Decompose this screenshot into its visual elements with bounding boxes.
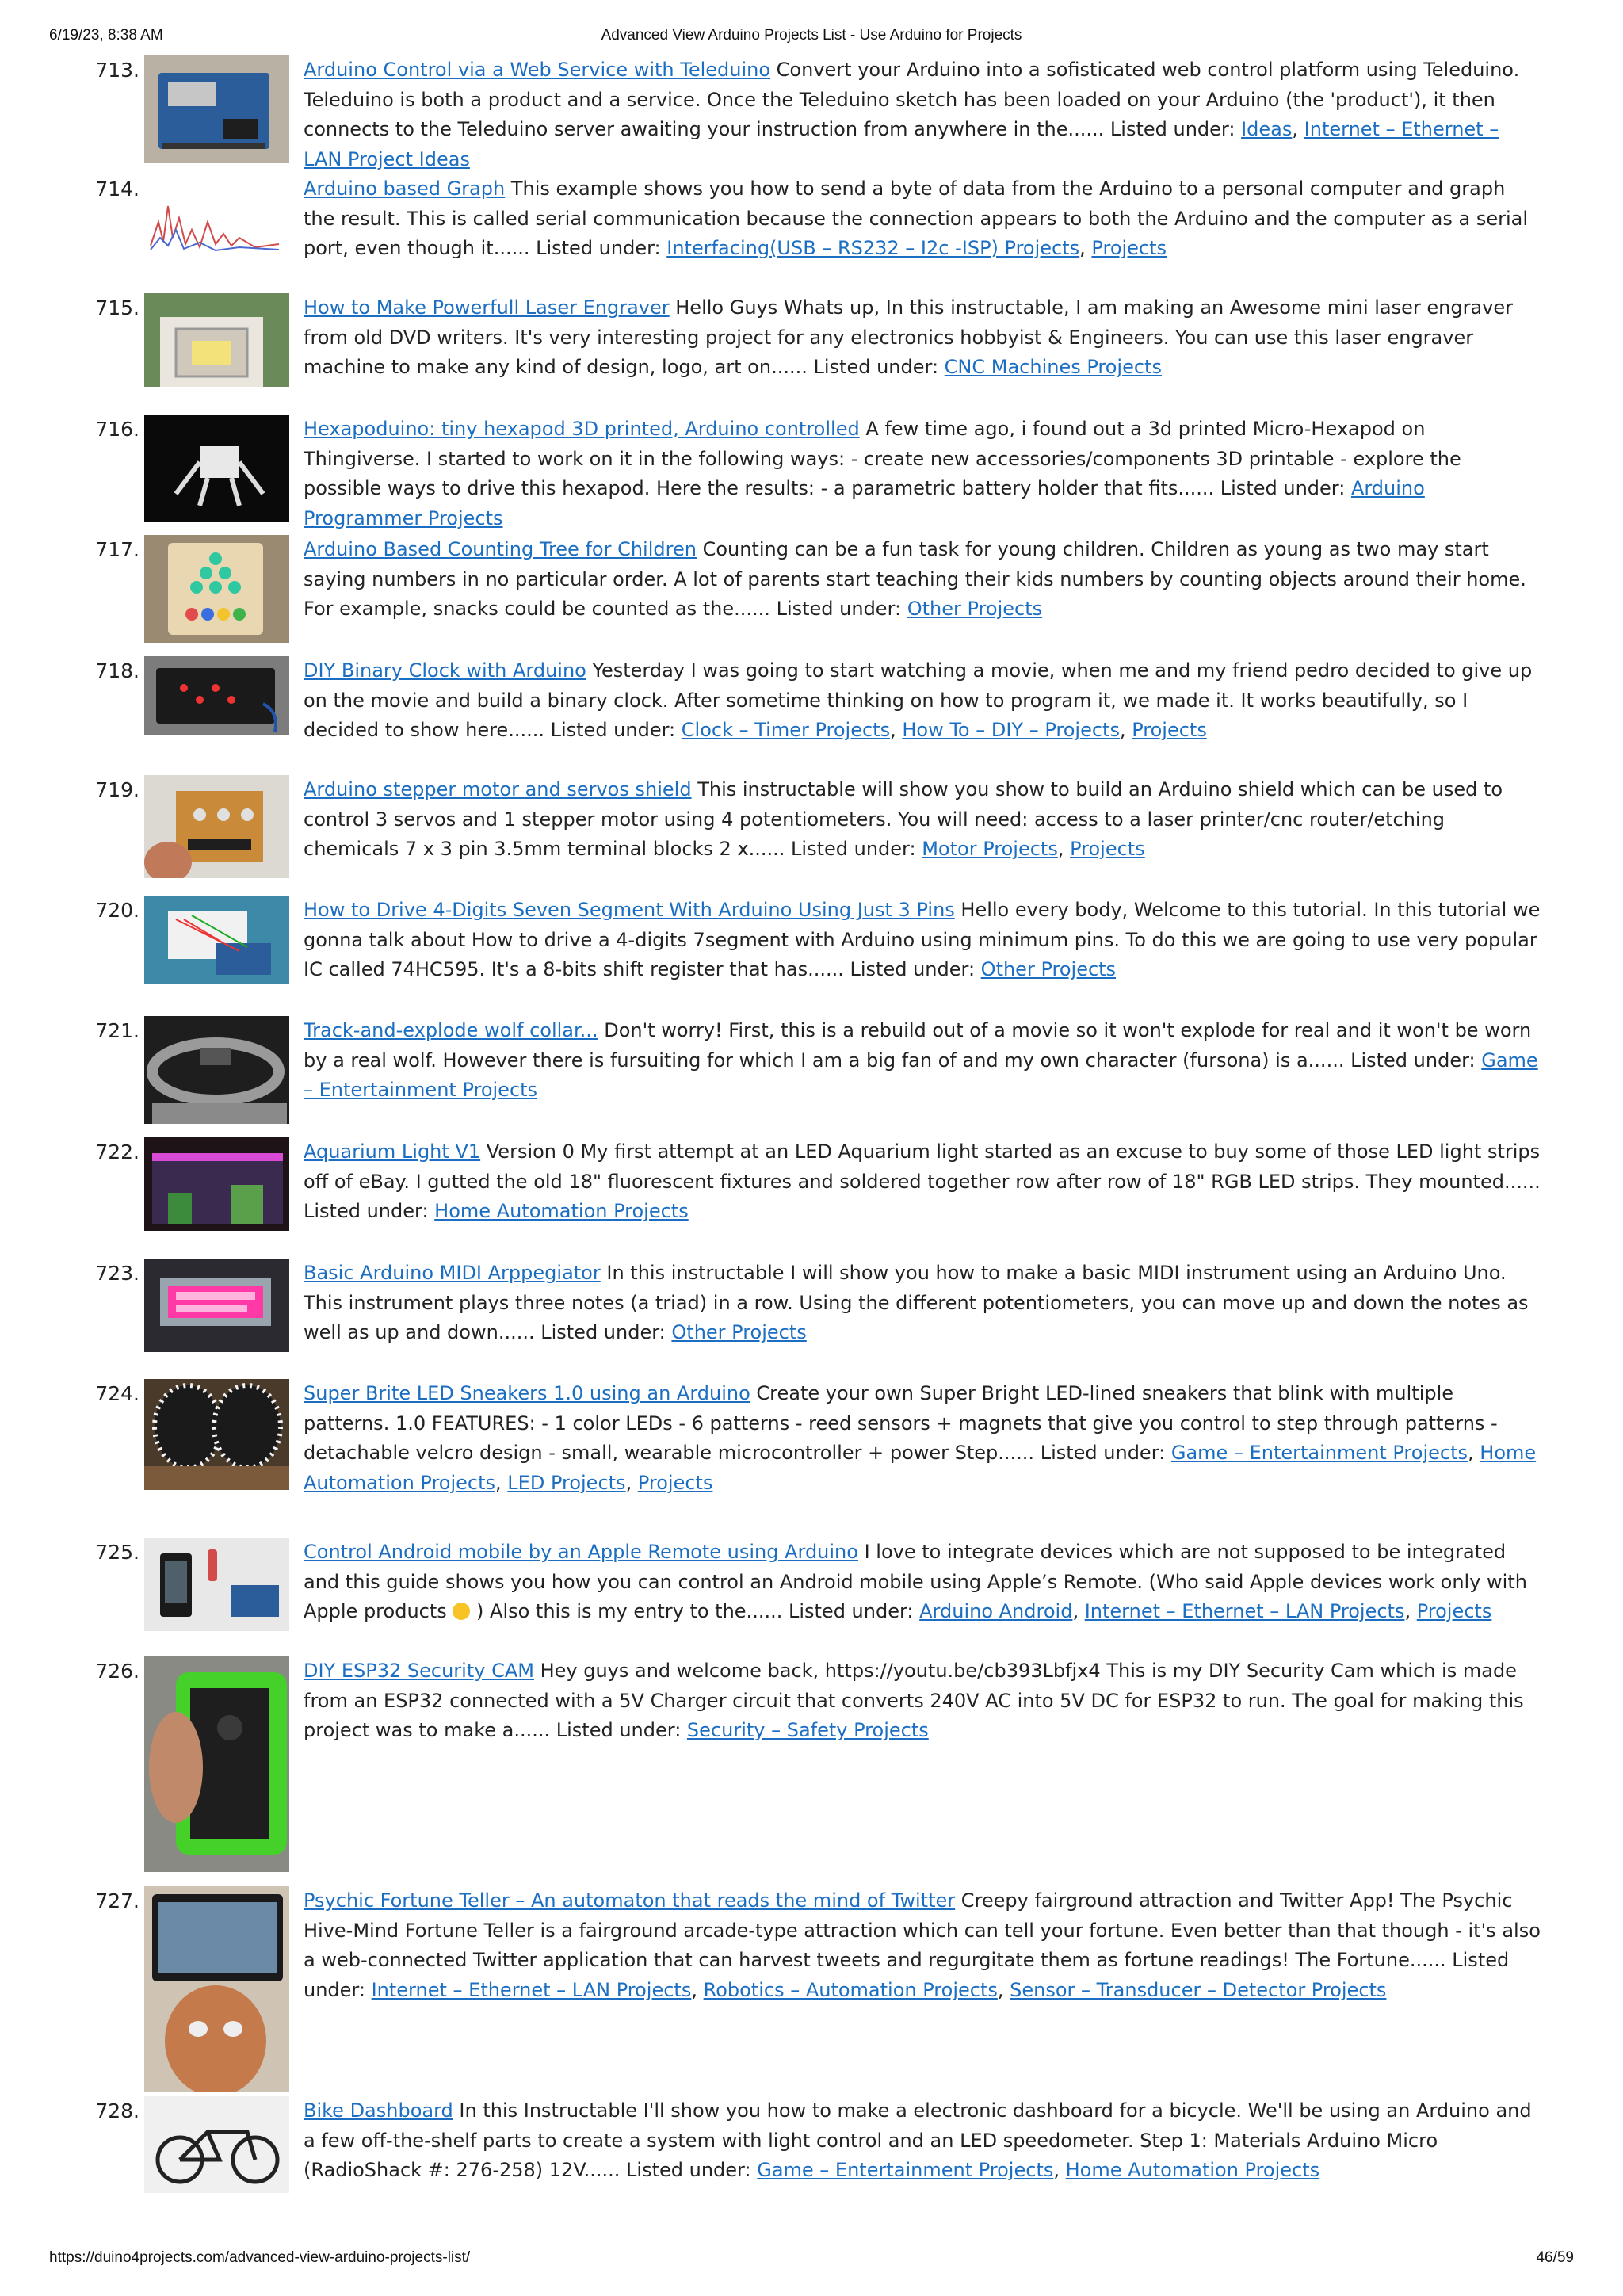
listed-under-label: Listed under: <box>620 2159 758 2181</box>
category-link-motor-projects[interactable]: Motor Projects <box>922 838 1058 860</box>
category-link-game-entertainment-projects[interactable]: Game – Entertainment Projects <box>1170 1442 1468 1464</box>
category-link-game-entertainment-projects[interactable]: Game – Entertainment Projects <box>304 1049 1538 1101</box>
item-text: Control Android mobile by an Apple Remote using Arduino I love to integrate devices which are not supposed to be integrated and this guide shows you how you can control an Android mobile using Apple’s Remote. (Who said Apple devices work only with Apple products ) Also this is my entry to the...... Listed under: Arduino Android, Internet – Ethernet – LAN Projects, Projects <box>304 1541 1527 1622</box>
project-description: Version 0 My first attempt at an LED Aquarium light started as an excuse to buy some of those LED light strips off of eBay. I gutted the old 18" fluorescent fixtures and soldered together row after row of 18" RGB LED strips. They mounted...... <box>304 1140 1541 1193</box>
item-number: 726. <box>95 1660 139 1683</box>
project-description: Hello every body, Welcome to this tutorial. In this tutorial we gonna talk about How to drive a 4-digits 7segment with Arduino using minimum pins. To do this we are going to use very popular IC called 74HC595. It's a 8-bits shift register that has...... <box>304 899 1541 980</box>
project-description: Convert your Arduino into a sofisticated web control platform using Teleduino. Teleduino is both a product and a service. Once the Teleduino sketch has been loaded on your Arduino (the 'product'), it then connects to the Teleduino server awaiting your instruction from anywhere in the...... <box>304 59 1520 140</box>
listed-under-label: Listed under: <box>1344 1049 1482 1072</box>
category-link-other-projects[interactable]: Other Projects <box>671 1321 807 1343</box>
project-description: Creepy fairground attraction and Twitter App! The Psychic Hive-Mind Fortune Teller is a fairground arcade-type attraction which can tell your fortune. Even better than that though - it's also a web-connected Twitter application that can harvest tweets and regurgitate them as fortune readings! The Fortune...... <box>304 1889 1541 1971</box>
document-title: Advanced View Arduino Projects List - Use Arduino for Projects <box>601 27 1022 44</box>
bicycle-image[interactable] <box>144 2096 289 2193</box>
arduino-board-image[interactable] <box>144 55 289 163</box>
project-description: Hello Guys Whats up, In this instructable, I am making an Awesome mini laser engraver from old DVD writers. It's very interesting project for any electronics hobbyist & Engineers. You can use this laser engraver machine to make any kind of design, logo, art on...... <box>304 296 1514 378</box>
winking-face-emoji <box>453 1603 470 1620</box>
graph-screenshot-image[interactable] <box>144 174 289 262</box>
project-title-link[interactable]: Arduino stepper motor and servos shield <box>304 778 692 800</box>
item-number: 720. <box>95 899 139 922</box>
item-text: Psychic Fortune Teller – An automaton that reads the mind of Twitter Creepy fairground attraction and Twitter App! The Psychic Hive-Mind Fortune Teller is a fairground arcade-type attraction which can tell your fortune. Even better than that though - it's also a web-connected Twitter application that can harvest tweets and regurgitate them as fortune readings! The Fortune...... Listed under: Internet – Ethernet – LAN Projects, Robotics – Automation Projects, Sensor – Transducer – Detector Projects <box>304 1889 1541 2001</box>
listed-under-label: Listed under: <box>304 1949 1510 2001</box>
category-link-ideas[interactable]: Ideas <box>1241 118 1293 140</box>
category-link-led-projects[interactable]: LED Projects <box>507 1471 626 1494</box>
project-title-link[interactable]: Arduino Based Counting Tree for Children <box>304 538 697 560</box>
item-number: 713. <box>95 59 139 82</box>
project-title-link[interactable]: Psychic Fortune Teller – An automaton that reads the mind of Twitter <box>304 1889 956 1912</box>
item-number: 717. <box>95 538 139 561</box>
category-link-other-projects[interactable]: Other Projects <box>907 598 1043 620</box>
category-link-other-projects[interactable]: Other Projects <box>980 958 1117 980</box>
esp32-cam-image[interactable] <box>144 1656 289 1872</box>
project-description: In this Instructable I'll show you how to make a electronic dashboard for a bicycle. We'll be using an Arduino and a few off-the-shelf parts to create a system with light control and an LED speedometer. Step 1: Materials Arduino Micro (RadioShack #: 276-258) 12V...... <box>304 2099 1532 2181</box>
listed-under-label: Listed under: <box>1104 118 1242 140</box>
project-description-cont: ) Also this is my entry to the...... <box>470 1600 783 1622</box>
item-text <box>304 293 1541 383</box>
item-text: Arduino stepper motor and servos shield This instructable will show you show to build an Arduino shield which can be used to control 3 servos and 1 stepper motor using 4 potentiometers. You will need: access to a laser printer/cnc router/etching chemicals 7 x 3 pin 3.5mm terminal blocks 2 x...... Listed under: Motor Projects, Projects <box>304 778 1503 860</box>
project-description: Hey guys and welcome back, https://youtu.be/cb393Lbfjx4 This is my DIY Security Cam which is made from an ESP32 connected with a 5V Charger circuit that converts 240V AC into 5V DC for ESP32 to run. The goal for making this project was to make a...... <box>304 1660 1524 1741</box>
project-description: I love to integrate devices which are not supposed to be integrated and this guide shows you how you can control an Android mobile using Apple’s Remote. (Who said Apple devices work only with Apple products <box>304 1541 1527 1622</box>
category-link-clock-timer-projects[interactable]: Clock – Timer Projects <box>681 719 891 741</box>
project-description: This instructable will show you show to build an Arduino shield which can be used to control 3 servos and 1 stepper motor using 4 potentiometers. You will need: access to a laser printer/cnc router/etching chemicals 7 x 3 pin 3.5mm terminal blocks 2 x...... <box>304 778 1503 860</box>
project-title-link[interactable]: DIY ESP32 Security CAM <box>304 1660 534 1682</box>
led-sneakers-image[interactable] <box>144 1379 289 1490</box>
project-description: In this instructable I will show you how to make a basic MIDI instrument using an Arduino Uno. This instrument plays three notes (a triad) in a row. Using the different potentiometers, you can move up and down the notes as well as up and down...... <box>304 1262 1529 1343</box>
project-description: This example shows you how to send a byte of data from the Arduino to a personal computer and graph the result. This is called serial communication because the connection appears to both the Arduino and the computer as a serial port, even though it...... <box>304 178 1529 259</box>
project-description: Create your own Super Bright LED-lined sneakers that blink with multiple patterns. 1.0 FEATURES: - 1 color LEDs - 6 patterns - reed sensors + magnets that give you control to step through patterns - detachable velcro design - small, wearable microcontroller + power Step...... <box>304 1382 1498 1464</box>
project-title-link[interactable]: Track-and-explode wolf collar... <box>304 1019 598 1041</box>
aquarium-image[interactable] <box>144 1137 289 1231</box>
category-link-projects[interactable]: Projects <box>1070 838 1145 860</box>
item-number: 728. <box>95 2099 139 2122</box>
listed-under-label: Listed under: <box>843 958 981 980</box>
category-link-interfacing-usb-rs232-i2c-isp-projects[interactable]: Interfacing(USB – RS232 – I2c -ISP) Projects <box>666 237 1080 259</box>
item-number: 719. <box>95 778 139 801</box>
binary-clock-image[interactable] <box>144 656 289 735</box>
listed-under-label: Listed under: <box>304 1200 435 1222</box>
listed-under-label: Listed under: <box>785 838 922 860</box>
category-link-projects[interactable]: Projects <box>637 1471 713 1494</box>
project-title-link[interactable]: Arduino Control via a Web Service with Teleduino <box>304 59 771 81</box>
item-number: 715. <box>95 296 139 319</box>
item-text: Bike Dashboard In this Instructable I'll show you how to make a electronic dashboard for a bicycle. We'll be using an Arduino and a few off-the-shelf parts to create a system with light control and an LED speedometer. Step 1: Materials Arduino Micro (RadioShack #: 276-258) 12V...... Listed under: Game – Entertainment Projects, Home Automation Projects <box>304 2099 1532 2181</box>
item-number: 718. <box>95 659 139 682</box>
item-text: Arduino based Graph This example shows you how to send a byte of data from the Arduino to a personal computer and graph the result. This is called serial communication because the connection appears to both the Arduino and the computer as a serial port, even though it...... Listed under: Interfacing(USB – RS232 – I2c -ISP) Projects, Projects <box>304 178 1529 259</box>
category-link-projects[interactable]: Projects <box>1091 237 1167 259</box>
category-link-home-automation-projects[interactable]: Home Automation Projects <box>434 1200 689 1222</box>
item-number: 722. <box>95 1140 139 1163</box>
category-link-game-entertainment-projects[interactable]: Game – Entertainment Projects <box>757 2159 1054 2181</box>
project-title-link[interactable]: Hexapoduino: tiny hexapod 3D printed, Arduino controlled <box>304 418 860 440</box>
category-link-security-safety-projects[interactable]: Security – Safety Projects <box>686 1719 929 1741</box>
page-url: https://duino4projects.com/advanced-view-arduino-projects-list/ <box>49 2249 471 2266</box>
project-title-link[interactable]: Basic Arduino MIDI Arppegiator <box>304 1262 601 1284</box>
item-text <box>304 415 1541 533</box>
project-title-link[interactable]: How to Drive 4-Digits Seven Segment With Arduino Using Just 3 Pins <box>304 899 955 921</box>
project-title-link[interactable]: Control Android mobile by an Apple Remote using Arduino <box>304 1541 858 1563</box>
item-text <box>304 896 1541 985</box>
fortune-teller-image[interactable] <box>144 1886 289 2092</box>
item-text <box>304 535 1541 625</box>
item-number: 714. <box>95 178 139 201</box>
listed-under-label: Listed under: <box>544 719 682 741</box>
listed-under-label: Listed under: <box>782 1600 920 1622</box>
counting-tree-image[interactable] <box>144 535 289 643</box>
category-link-internet-ethernet-lan-projects[interactable]: Internet – Ethernet – LAN Projects <box>371 1978 692 2001</box>
item-number: 723. <box>95 1262 139 1285</box>
wolf-collar-image[interactable] <box>144 1016 289 1124</box>
project-title-link[interactable]: Super Brite LED Sneakers 1.0 using an Arduino <box>304 1382 750 1404</box>
category-link-projects[interactable]: Projects <box>1132 719 1207 741</box>
category-link-robotics-automation-projects[interactable]: Robotics – Automation Projects <box>703 1978 998 2001</box>
project-description: Counting can be a fun task for young children. Children as young as two may start saying numbers in no particular order. A lot of parents start teaching their kids numbers by counting objects around their home. For example, snacks could be counted as the...... <box>304 538 1526 620</box>
listed-under-label: Listed under: <box>550 1719 687 1741</box>
category-link-internet-ethernet-lan-projects[interactable]: Internet – Ethernet – LAN Projects <box>1084 1600 1405 1622</box>
item-number: 727. <box>95 1889 139 1912</box>
project-description: A few time ago, i found out a 3d printed Micro-Hexapod on Thingiverse. I started to work on it in the following ways: - create new accessories/components 3D printable - explore the possible ways to drive this hexapod. Here the results: - a parametric battery holder that fits...... <box>304 418 1461 499</box>
shield-pcb-image[interactable] <box>144 775 289 878</box>
listed-under-label: Listed under: <box>534 1321 672 1343</box>
project-title-link[interactable]: DIY Binary Clock with Arduino <box>304 659 586 682</box>
item-number: 721. <box>95 1019 139 1042</box>
project-title-link[interactable]: Aquarium Light V1 <box>304 1140 481 1163</box>
item-text <box>304 1016 1541 1106</box>
android-remote-image[interactable] <box>144 1538 289 1631</box>
listed-under-label: Listed under: <box>807 356 945 378</box>
listed-under-label: Listed under: <box>1034 1442 1171 1464</box>
print-date: 6/19/23, 8:38 AM <box>49 27 163 44</box>
item-number: 716. <box>95 418 139 441</box>
item-text: Super Brite LED Sneakers 1.0 using an Arduino Create your own Super Bright LED-lined sneakers that blink with multiple patterns. 1.0 FEATURES: - 1 color LEDs - 6 patterns - reed sensors + magnets that give you control to step through patterns - detachable velcro design - small, wearable microcontroller + power Step...... Listed under: Game – Entertainment Projects, Home Automation Projects, LED Projects, Projects <box>304 1382 1537 1494</box>
listed-under-label: Listed under: <box>529 237 667 259</box>
hexapod-image[interactable] <box>144 415 289 522</box>
category-link-how-to-diy-projects[interactable]: How To – DIY – Projects <box>902 719 1120 741</box>
category-link-sensor-transducer-detector-projects[interactable]: Sensor – Transducer – Detector Projects <box>1010 1978 1387 2001</box>
print-footer <box>49 2249 1574 2271</box>
item-number: 725. <box>95 1541 139 1564</box>
category-link-projects[interactable]: Projects <box>1416 1600 1492 1622</box>
item-text <box>304 1259 1541 1348</box>
project-description: Don't worry! First, this is a rebuild out of a movie so it won't explode for real and it won't be worn by a real wolf. However there is fursuiting for which I am a big fan of and my own character (fursona) is a...... <box>304 1019 1532 1072</box>
listed-under-label: Listed under: <box>1214 477 1351 499</box>
item-text <box>304 1137 1541 1227</box>
item-text: Arduino Control via a Web Service with Teleduino Convert your Arduino into a sofisticated web control platform using Teleduino. Teleduino is both a product and a service. Once the Teleduino sketch has been loaded on your Arduino (the 'product'), it then connects to the Teleduino server awaiting your instruction from anywhere in the...... Listed under: Ideas, Internet – Ethernet – LAN Project Ideas <box>304 59 1520 170</box>
lcd-display-image[interactable] <box>144 1259 289 1352</box>
listed-under-label: Listed under: <box>769 598 907 620</box>
item-number: 724. <box>95 1382 139 1405</box>
print-header <box>49 27 1574 49</box>
project-title-link[interactable]: Arduino based Graph <box>304 178 506 200</box>
item-text: DIY Binary Clock with Arduino Yesterday I was going to start watching a movie, when me and my friend pedro decided to give up on the movie and build a binary clock. After sometime thinking on how to program it, we made it. It works beautifully, so I decided to show here...... Listed under: Clock – Timer Projects, How To – DIY – Projects, Projects <box>304 659 1533 741</box>
breadboard-image[interactable] <box>144 896 289 984</box>
project-title-link[interactable]: How to Make Powerfull Laser Engraver <box>304 296 670 319</box>
category-link-arduino-android[interactable]: Arduino Android <box>919 1600 1073 1622</box>
project-title-link[interactable]: Bike Dashboard <box>304 2099 453 2122</box>
item-text <box>304 1656 1541 1746</box>
category-link-home-automation-projects[interactable]: Home Automation Projects <box>1065 2159 1320 2181</box>
category-link-arduino-programmer-projects[interactable]: Arduino Programmer Projects <box>304 477 1425 529</box>
page-number: 46/59 <box>1536 2249 1574 2266</box>
category-link-internet-ethernet-lan-project-ideas[interactable]: Internet – Ethernet – LAN Project Ideas <box>304 118 1499 170</box>
category-link-cnc-machines-projects[interactable]: CNC Machines Projects <box>944 356 1162 378</box>
project-description: Yesterday I was going to start watching a movie, when me and my friend pedro decided to give up on the movie and build a binary clock. After sometime thinking on how to program it, we made it. It works beautifully, so I decided to show here...... <box>304 659 1533 741</box>
laser-engraver-image[interactable] <box>144 293 289 387</box>
category-link-home-automation-projects[interactable]: Home Automation Projects <box>304 1442 1537 1494</box>
